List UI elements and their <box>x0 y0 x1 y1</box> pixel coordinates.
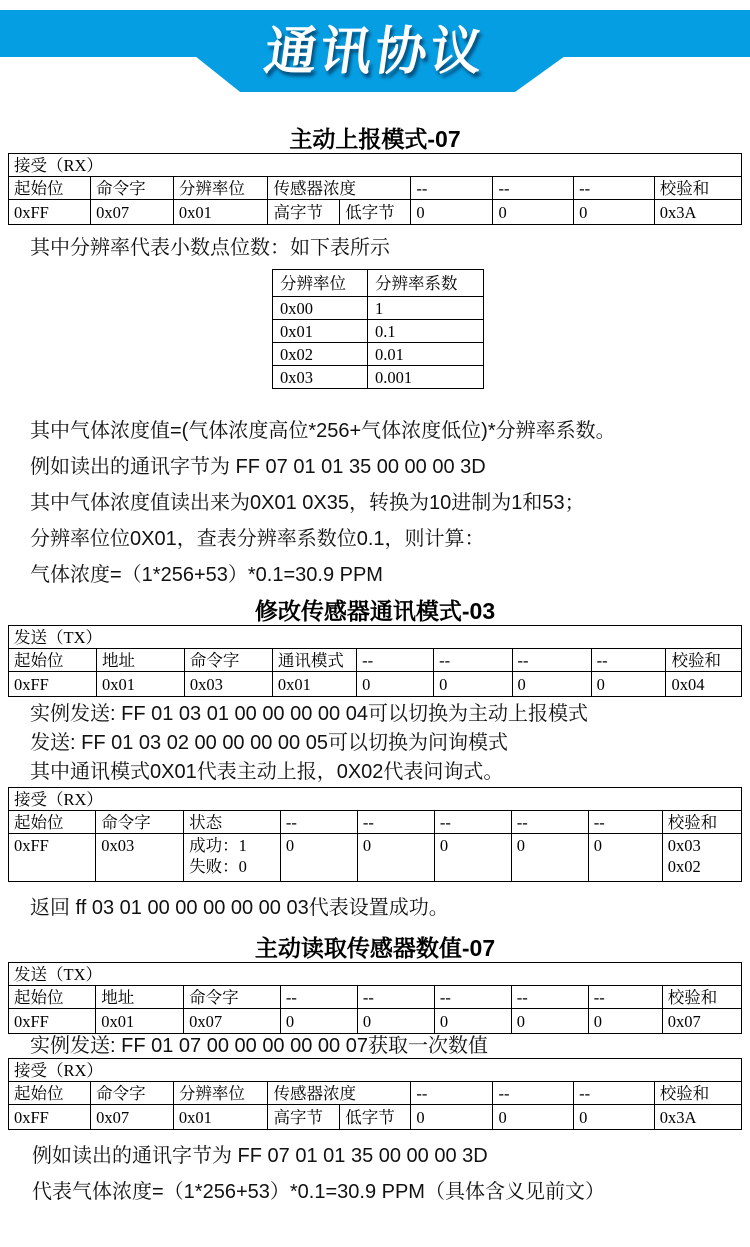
status-cell <box>184 834 281 882</box>
table-header-row <box>9 177 742 200</box>
explanation-line: 气体浓度=（1*256+53）*0.1=30.9 PPM <box>30 564 383 586</box>
cell-value: 0 <box>411 200 493 225</box>
explanation-line: 其中气体浓度值读出来为0X01 0X35，转换为10进制为1和53； <box>30 492 585 514</box>
col-header: 分辨率系数 <box>367 270 483 297</box>
col-header: 起始位 <box>9 811 96 834</box>
col-header: 传感器浓度 <box>268 1082 411 1105</box>
explanation-line: 其中气体浓度值=(气体浓度高位*256+气体浓度低位)*分辨率系数。 <box>30 420 616 442</box>
cell-value: 0 <box>434 1009 511 1034</box>
cell-value: 0xFF <box>9 1009 96 1034</box>
table-row <box>273 297 484 320</box>
cell-value: 0x07 <box>91 200 174 225</box>
col-header: -- <box>512 649 591 672</box>
col-header: 分辨率位 <box>173 1082 268 1105</box>
explanation-line: 例如读出的通讯字节为 FF 07 01 01 35 00 00 00 3D <box>30 456 486 478</box>
col-header: -- <box>434 811 511 834</box>
table-caption: 接受（RX） <box>9 154 742 177</box>
table-header-row <box>9 1082 742 1105</box>
cell-value: 0x03 <box>96 834 184 882</box>
table-caption: 接受（RX） <box>9 1059 742 1082</box>
col-header: -- <box>357 649 434 672</box>
cell-value: 0x01 <box>272 672 356 697</box>
cell-value: 高字节 <box>268 1105 340 1130</box>
col-header: -- <box>493 1082 574 1105</box>
col-header: -- <box>588 811 662 834</box>
example-line: 发送: FF 01 03 02 00 00 00 00 05可以切换为问询模式 <box>30 732 508 754</box>
checksum-cell <box>662 834 741 882</box>
col-header: -- <box>511 986 588 1009</box>
col-header: 命令字 <box>91 1082 174 1105</box>
cell-value: 0x07 <box>91 1105 174 1130</box>
table-row <box>273 320 484 343</box>
cell-value: 0 <box>591 672 666 697</box>
cell-value: 0 <box>511 1009 588 1034</box>
table-value-row <box>9 1009 742 1034</box>
col-header: -- <box>434 986 511 1009</box>
explanation-line: 分辨率位位0X01，查表分辨率系数位0.1，则计算： <box>30 528 485 550</box>
rx-table-change-mode <box>8 787 742 882</box>
col-header: 传感器浓度 <box>268 177 411 200</box>
col-header: 地址 <box>96 986 184 1009</box>
cell-value: 0x01 <box>173 1105 268 1130</box>
table-caption-row <box>9 963 742 986</box>
section-title-read-value: 主动读取传感器数值-07 <box>254 935 496 961</box>
col-header: 起始位 <box>9 1082 91 1105</box>
checksum-fail: 0x02 <box>667 857 701 876</box>
col-header: -- <box>280 811 357 834</box>
cell-value: 0x3A <box>654 1105 741 1130</box>
cell-value: 0 <box>357 672 434 697</box>
table-header-row <box>9 649 742 672</box>
cell-value: 0 <box>511 834 588 882</box>
final-explanation <box>32 1138 750 1210</box>
cell-value: 0 <box>588 834 662 882</box>
col-header: -- <box>511 811 588 834</box>
cell-value: 1 <box>367 297 483 320</box>
cell-value: 0xFF <box>9 200 91 225</box>
section-title-change-mode: 修改传感器通讯模式-03 <box>254 598 496 624</box>
col-header: 地址 <box>96 649 184 672</box>
cell-value: 0.001 <box>367 366 483 389</box>
cell-value: 0 <box>574 200 655 225</box>
cell-value: 0 <box>411 1105 493 1130</box>
table-caption: 接受（RX） <box>9 788 742 811</box>
table-header-row <box>9 811 742 834</box>
col-header: 校验和 <box>666 649 742 672</box>
status-fail: 失败：0 <box>189 857 247 876</box>
col-header: -- <box>411 177 493 200</box>
col-header: -- <box>574 1082 655 1105</box>
table-value-row <box>9 834 742 882</box>
cell-value: 0x01 <box>96 1009 184 1034</box>
tx-table-read-value <box>8 962 742 1034</box>
table-caption-row <box>9 626 742 649</box>
cell-value: 0x3A <box>654 200 741 225</box>
col-header: -- <box>357 811 434 834</box>
status-success: 成功：1 <box>189 836 247 855</box>
col-header: 起始位 <box>9 177 91 200</box>
cell-value: 0 <box>357 834 434 882</box>
cell-value: 0 <box>493 200 574 225</box>
cell-value: 0x03 <box>273 366 368 389</box>
table-value-row <box>9 200 742 225</box>
table-row <box>273 343 484 366</box>
col-header: 校验和 <box>662 986 741 1009</box>
mode-switch-examples <box>30 700 750 787</box>
col-header: -- <box>411 1082 493 1105</box>
cell-value: 0 <box>357 1009 434 1034</box>
tx-table-change-mode <box>8 625 742 697</box>
cell-value: 0.01 <box>367 343 483 366</box>
table-caption-row <box>9 788 742 811</box>
table-value-row <box>9 672 742 697</box>
cell-value: 低字节 <box>340 1105 411 1130</box>
col-header: 分辨率位 <box>273 270 368 297</box>
checksum-success: 0x03 <box>667 836 701 855</box>
table-header-row <box>9 986 742 1009</box>
send-example-note: 实例发送: FF 01 07 00 00 00 00 00 07获取一次数值 <box>30 1035 488 1057</box>
cell-value: 0 <box>434 672 512 697</box>
cell-value: 0x01 <box>173 200 268 225</box>
cell-value: 0 <box>588 1009 662 1034</box>
page-title: 通讯协议 <box>260 23 490 81</box>
col-header: -- <box>574 177 655 200</box>
explanation-line: 例如读出的通讯字节为 FF 07 01 01 35 00 00 00 3D <box>32 1145 488 1167</box>
cell-value: 0xFF <box>9 834 96 882</box>
cell-value: 0x01 <box>273 320 368 343</box>
resolution-note: 其中分辨率代表小数点位数：如下表所示 <box>30 237 390 259</box>
cell-value: 0 <box>280 1009 357 1034</box>
cell-value: 0.1 <box>367 320 483 343</box>
return-success-note: 返回 ff 03 01 00 00 00 00 00 03代表设置成功。 <box>30 897 449 919</box>
col-header: 状态 <box>184 811 281 834</box>
cell-value: 0x04 <box>666 672 742 697</box>
col-header: -- <box>357 986 434 1009</box>
col-header: 起始位 <box>9 986 96 1009</box>
table-caption: 发送（TX） <box>9 963 742 986</box>
col-header: 命令字 <box>184 649 272 672</box>
cell-value: 0xFF <box>9 1105 91 1130</box>
protocol-document-page <box>0 10 750 1247</box>
col-header: 命令字 <box>184 986 281 1009</box>
table-caption-row <box>9 154 742 177</box>
resolution-table <box>272 269 484 389</box>
example-line: 实例发送: FF 01 03 01 00 00 00 00 04可以切换为主动上报模式 <box>30 703 588 725</box>
col-header: 分辨率位 <box>173 177 268 200</box>
cell-value: 0 <box>512 672 591 697</box>
section-title-report-mode: 主动上报模式-07 <box>289 126 461 152</box>
header-banner <box>0 10 750 92</box>
table-caption-row <box>9 1059 742 1082</box>
explanation-line: 代表气体浓度=（1*256+53）*0.1=30.9 PPM（具体含义见前文） <box>32 1181 605 1203</box>
cell-value: 0 <box>280 834 357 882</box>
cell-value: 0xFF <box>9 672 97 697</box>
cell-value: 0x03 <box>184 672 272 697</box>
col-header: 校验和 <box>654 177 741 200</box>
col-header: -- <box>280 986 357 1009</box>
cell-value: 0x01 <box>96 672 184 697</box>
cell-value: 0x07 <box>662 1009 741 1034</box>
rx-table-read-value <box>8 1058 742 1130</box>
table-caption: 发送（TX） <box>9 626 742 649</box>
cell-value: 0x02 <box>273 343 368 366</box>
col-header: 命令字 <box>91 177 174 200</box>
col-header: 校验和 <box>654 1082 741 1105</box>
col-header: -- <box>434 649 512 672</box>
col-header: 通讯模式 <box>272 649 356 672</box>
cell-value: 0x00 <box>273 297 368 320</box>
cell-value: 低字节 <box>340 200 411 225</box>
cell-value: 0x07 <box>184 1009 281 1034</box>
col-header: 起始位 <box>9 649 97 672</box>
col-header: -- <box>493 177 574 200</box>
table-row <box>273 366 484 389</box>
cell-value: 0 <box>434 834 511 882</box>
col-header: 命令字 <box>96 811 184 834</box>
cell-value: 0 <box>574 1105 655 1130</box>
col-header: -- <box>591 649 666 672</box>
table-value-row <box>9 1105 742 1130</box>
concentration-explanation <box>30 413 750 593</box>
cell-value: 高字节 <box>268 200 340 225</box>
rx-table-report-mode <box>8 153 742 225</box>
col-header: -- <box>588 986 662 1009</box>
table-header-row <box>273 270 484 297</box>
example-line: 其中通讯模式0X01代表主动上报，0X02代表问询式。 <box>30 761 504 783</box>
cell-value: 0 <box>493 1105 574 1130</box>
col-header: 校验和 <box>662 811 741 834</box>
